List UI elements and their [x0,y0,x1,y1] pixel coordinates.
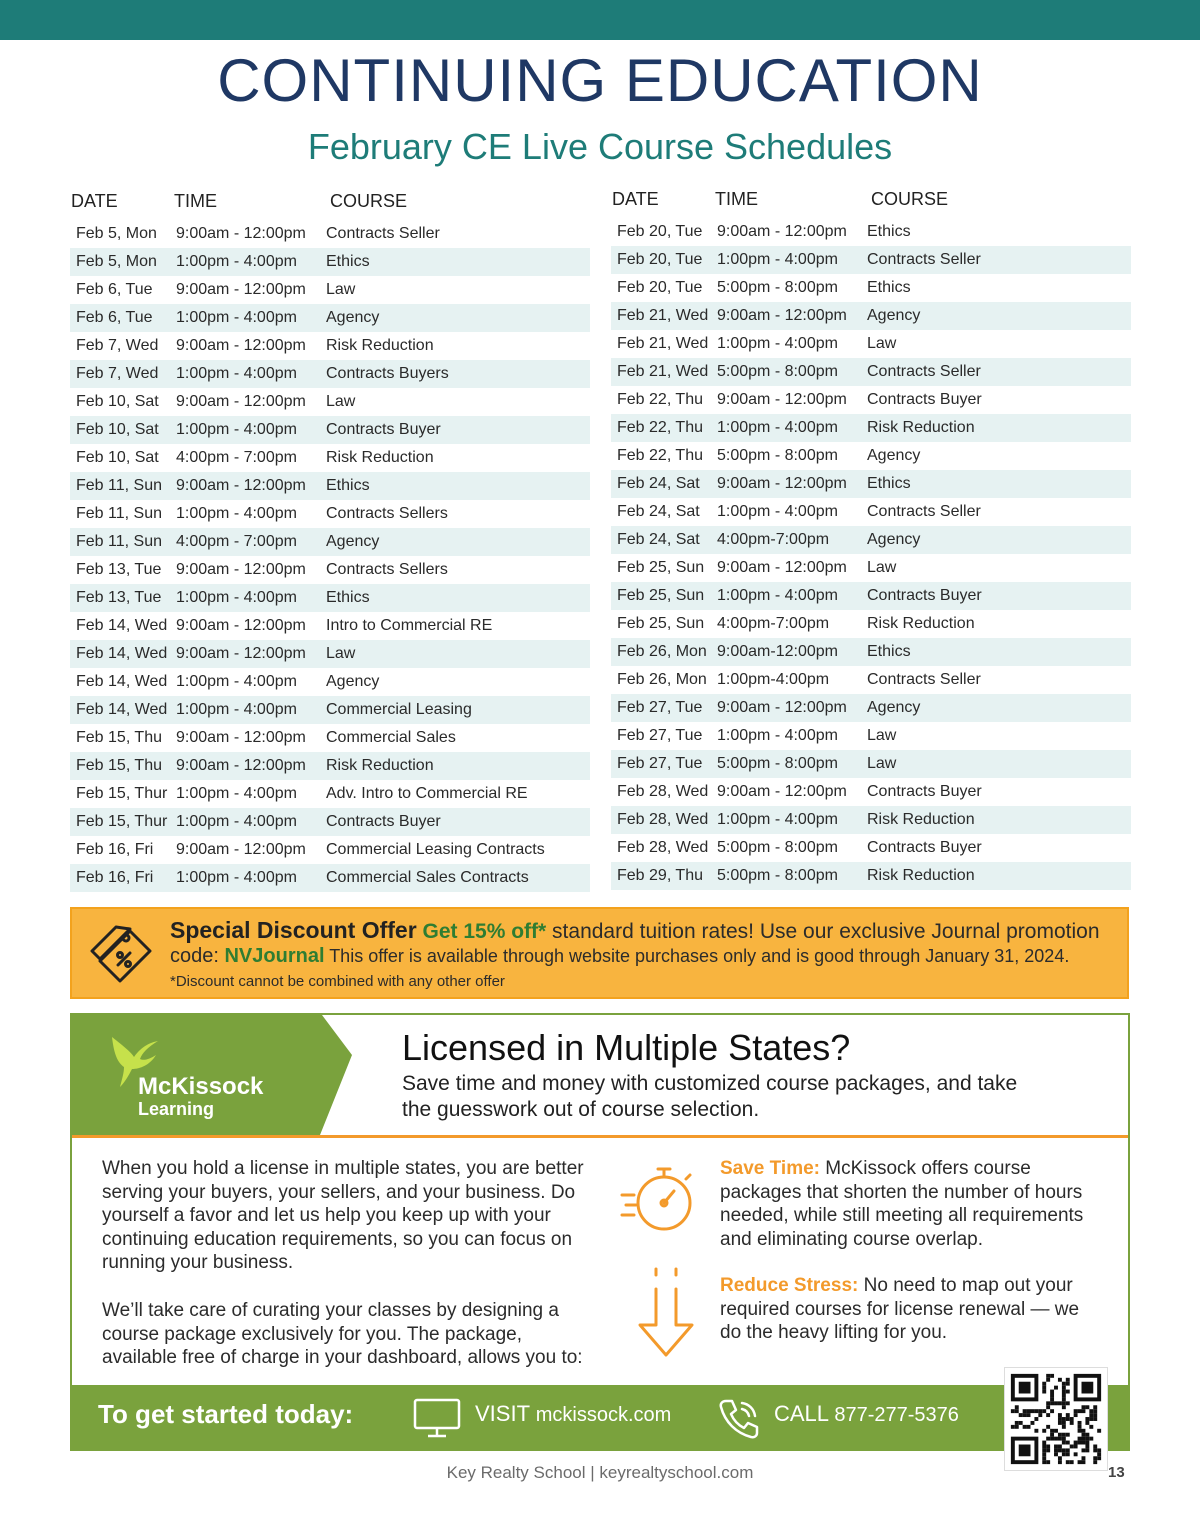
row-course: Risk Reduction [326,757,434,774]
row-date: Feb 11, Sun [76,505,162,522]
footer-credit: Key Realty School | keyrealtyschool.com [446,1463,754,1482]
row-date: Feb 22, Thu [617,391,703,408]
row-time: 1:00pm - 4:00pm [176,673,297,690]
row-course: Commercial Sales [326,729,456,746]
table-row [611,610,1131,638]
table-row [70,640,590,668]
row-date: Feb 25, Sun [617,559,705,576]
row-course: Contracts Seller [326,225,440,242]
row-date: Feb 14, Wed [76,701,168,718]
row-time: 1:00pm - 4:00pm [717,503,838,520]
row-date: Feb 28, Wed [617,783,709,800]
row-time: 5:00pm - 8:00pm [717,447,838,464]
row-course: Commercial Leasing [326,701,472,718]
monitor-icon [412,1397,462,1439]
discount-disclaimer: *Discount cannot be combined with any other offer [170,973,505,990]
page-title: CONTINUING EDUCATION [217,47,983,114]
table-row [70,332,590,360]
row-course: Agency [326,533,380,550]
date-column-header: DATE [71,190,118,211]
row-time: 9:00am - 12:00pm [176,645,306,662]
row-course: Agency [326,673,380,690]
table-row [611,358,1131,386]
row-time: 5:00pm - 8:00pm [717,839,838,856]
row-time: 1:00pm - 4:00pm [176,505,297,522]
table-row [70,836,590,864]
row-time: 9:00am - 12:00pm [717,223,847,240]
row-date: Feb 27, Tue [617,755,703,772]
table-row [70,472,590,500]
visit-label: VISIT [475,1401,530,1426]
row-time: 1:00pm - 4:00pm [176,869,297,886]
table-row [611,442,1131,470]
row-course: Commercial Leasing Contracts [326,841,545,858]
row-course: Commercial Sales Contracts [326,869,529,886]
qr-code[interactable] [1004,1367,1108,1471]
row-time: 1:00pm - 4:00pm [717,419,838,436]
row-time: 1:00pm - 4:00pm [176,421,297,438]
table-row [70,248,590,276]
table-row [70,388,590,416]
table-row [70,584,590,612]
table-row [611,386,1131,414]
row-course: Intro to Commercial RE [326,617,493,634]
row-course: Law [867,727,897,744]
row-date: Feb 6, Tue [76,281,153,298]
row-course: Ethics [326,589,370,606]
discount-line-1 [170,917,1100,944]
logo-wordmark: McKissock [138,1073,264,1100]
row-course: Ethics [867,643,911,660]
table-row [611,722,1131,750]
row-time: 5:00pm - 8:00pm [717,363,838,380]
row-course: Agency [867,447,921,464]
row-course: Law [326,393,356,410]
schedule-table-right [611,184,1131,890]
table-row [611,470,1131,498]
benefit-reduce-stress-lead: Reduce Stress: [720,1275,859,1296]
discount-line-2-text: This offer is available through website purchases only and is good through January 31, 2024. [324,946,1070,966]
row-time: 1:00pm - 4:00pm [176,253,297,270]
row-date: Feb 11, Sun [76,533,162,550]
row-date: Feb 16, Fri [76,841,154,858]
cta-text: To get started today: [98,1399,354,1429]
row-time: 4:00pm-7:00pm [717,531,830,548]
table-row [611,862,1131,890]
row-time: 9:00am - 12:00pm [717,559,847,576]
row-time: 4:00pm - 7:00pm [176,533,297,550]
table-row [611,778,1131,806]
discount-banner [70,907,1129,999]
row-time: 1:00pm - 4:00pm [176,701,297,718]
table-row [70,416,590,444]
table-row [611,246,1131,274]
table-row [70,528,590,556]
row-date: Feb 26, Mon [617,643,707,660]
row-time: 9:00am - 12:00pm [176,561,306,578]
row-course: Contracts Seller [867,503,981,520]
row-course: Ethics [867,223,911,240]
table-row [70,724,590,752]
row-time: 1:00pm - 4:00pm [176,309,297,326]
promo-title: Licensed in Multiple States? [402,1027,851,1068]
row-course: Contracts Seller [867,251,981,268]
row-date: Feb 28, Wed [617,839,709,856]
row-date: Feb 22, Thu [617,447,703,464]
row-date: Feb 27, Tue [617,727,703,744]
discount-line-2 [170,945,1069,968]
table-row [611,554,1131,582]
row-course: Contracts Sellers [326,505,448,522]
promo-footer-bar [72,1385,1128,1449]
row-date: Feb 15, Thu [76,757,162,774]
course-column-header: COURSE [330,190,408,211]
row-date: Feb 14, Wed [76,617,168,634]
top-color-bar [0,0,1200,40]
row-time: 1:00pm-4:00pm [717,671,830,688]
row-date: Feb 15, Thur [76,813,168,830]
table-row [611,638,1131,666]
table-row [611,834,1131,862]
row-course: Risk Reduction [867,867,975,884]
time-column-header: TIME [174,190,217,211]
row-time: 9:00am - 12:00pm [717,475,847,492]
row-time: 9:00am - 12:00pm [176,393,306,410]
row-time: 4:00pm-7:00pm [717,615,830,632]
row-time: 9:00am - 12:00pm [176,225,306,242]
row-date: Feb 25, Sun [617,587,705,604]
date-column-header: DATE [612,188,659,209]
row-date: Feb 22, Thu [617,419,703,436]
row-date: Feb 24, Sat [617,503,700,520]
row-time: 1:00pm - 4:00pm [176,813,297,830]
table-rows [70,220,590,892]
row-time: 1:00pm - 4:00pm [717,251,838,268]
table-row [70,752,590,780]
row-course: Ethics [867,475,911,492]
divider [72,1135,1128,1138]
row-time: 9:00am - 12:00pm [717,783,847,800]
row-date: Feb 10, Sat [76,393,159,410]
row-course: Ethics [326,253,370,270]
table-row [70,668,590,696]
logo-wordmark-sub: Learning [138,1099,215,1119]
row-course: Law [867,755,897,772]
table-row [70,780,590,808]
row-date: Feb 16, Fri [76,869,154,886]
table-row [70,444,590,472]
row-course: Risk Reduction [867,811,975,828]
promo-code: NVJournal [224,945,325,967]
row-course: Risk Reduction [326,449,434,466]
row-time: 9:00am - 12:00pm [176,757,306,774]
table-row [611,498,1131,526]
row-time: 9:00am-12:00pm [717,643,838,660]
table-row [611,274,1131,302]
row-date: Feb 20, Tue [617,251,703,268]
table-row [70,220,590,248]
row-course: Law [326,281,356,298]
table-row [611,414,1131,442]
row-time: 5:00pm - 8:00pm [717,867,838,884]
row-date: Feb 26, Mon [617,671,707,688]
row-course: Agency [326,309,380,326]
row-time: 5:00pm - 8:00pm [717,279,838,296]
benefit-save-time-lead: Save Time: [720,1158,820,1179]
row-date: Feb 15, Thur [76,785,168,802]
row-course: Risk Reduction [326,337,434,354]
table-row [611,330,1131,358]
schedule-table-left [70,186,590,892]
row-date: Feb 21, Wed [617,307,709,324]
row-date: Feb 10, Sat [76,421,159,438]
row-course: Contracts Buyer [867,391,982,408]
row-time: 1:00pm - 4:00pm [717,727,838,744]
row-course: Contracts Sellers [326,561,448,578]
row-date: Feb 5, Mon [76,225,157,242]
table-row [70,360,590,388]
row-date: Feb 20, Tue [617,279,703,296]
row-course: Law [867,559,897,576]
row-course: Contracts Buyer [867,783,982,800]
row-time: 9:00am - 12:00pm [717,391,847,408]
table-rows [611,218,1131,890]
row-date: Feb 7, Wed [76,337,159,354]
row-time: 1:00pm - 4:00pm [717,587,838,604]
row-course: Risk Reduction [867,419,975,436]
row-time: 1:00pm - 4:00pm [717,335,838,352]
row-time: 9:00am - 12:00pm [176,729,306,746]
row-time: 1:00pm - 4:00pm [176,785,297,802]
benefit-reduce-stress [720,1274,1100,1345]
row-course: Ethics [326,477,370,494]
row-time: 1:00pm - 4:00pm [176,365,297,382]
row-time: 9:00am - 12:00pm [176,477,306,494]
time-column-header: TIME [715,188,758,209]
row-course: Agency [867,531,921,548]
call-link[interactable] [774,1401,959,1427]
table-row [70,304,590,332]
table-row [70,696,590,724]
row-date: Feb 25, Sun [617,615,705,632]
row-date: Feb 11, Sun [76,477,162,494]
discount-line-1-text: standard tuition rates! Use our exclusive Journal promotion [546,920,1100,943]
row-course: Contracts Buyer [326,421,441,438]
row-course: Contracts Buyer [867,587,982,604]
promo-paragraph-2: We’ll take care of curating your classes by designing a course package exclusively for you. The package, available free of charge in your dashboard, allows you to: [102,1300,583,1368]
row-time: 9:00am - 12:00pm [176,337,306,354]
row-date: Feb 20, Tue [617,223,703,240]
row-course: Risk Reduction [867,615,975,632]
down-arrow-icon [634,1267,698,1359]
page-number: 13 [1108,1464,1125,1481]
page-subtitle: February CE Live Course Schedules [307,126,893,167]
benefit-save-time-text: McKissock offers course packages that shorten the number of hours needed, while still meeting all requirements and eliminating course overlap. [720,1158,1084,1250]
row-date: Feb 21, Wed [617,363,709,380]
row-time: 1:00pm - 4:00pm [717,811,838,828]
row-date: Feb 14, Wed [76,673,168,690]
row-time: 9:00am - 12:00pm [176,841,306,858]
table-row [70,612,590,640]
row-time: 9:00am - 12:00pm [717,307,847,324]
row-date: Feb 27, Tue [617,699,703,716]
call-number[interactable]: 877-277-5376 [834,1404,959,1426]
row-course: Contracts Buyer [326,813,441,830]
table-row [611,666,1131,694]
promo-subtitle: Save time and money with customized course packages, and take the guesswork out of course selection. [402,1072,1018,1121]
table-row [70,276,590,304]
table-row [611,302,1131,330]
call-label: CALL [774,1401,829,1426]
table-row [611,806,1131,834]
row-course: Agency [867,699,921,716]
row-course: Adv. Intro to Commercial RE [326,785,528,802]
stopwatch-icon [618,1159,698,1239]
table-row [70,500,590,528]
row-time: 9:00am - 12:00pm [717,699,847,716]
discount-tag-icon [86,921,156,991]
row-time: 5:00pm - 8:00pm [717,755,838,772]
row-time: 9:00am - 12:00pm [176,617,306,634]
row-course: Contracts Buyers [326,365,449,382]
table-header [611,184,1131,214]
row-date: Feb 14, Wed [76,645,168,662]
row-date: Feb 24, Sat [617,531,700,548]
mckissock-promo [70,1013,1130,1451]
table-row [611,218,1131,246]
row-date: Feb 28, Wed [617,811,709,828]
table-row [70,808,590,836]
promo-header [72,1015,1128,1135]
table-row [611,582,1131,610]
row-date: Feb 15, Thu [76,729,162,746]
discount-highlight: Get 15% off* [422,920,547,943]
visit-link[interactable] [475,1401,671,1427]
row-date: Feb 5, Mon [76,253,157,270]
row-date: Feb 29, Thu [617,867,703,884]
row-time: 9:00am - 12:00pm [176,281,306,298]
row-time: 4:00pm - 7:00pm [176,449,297,466]
table-row [70,556,590,584]
phone-icon [716,1395,762,1441]
table-row [611,694,1131,722]
row-date: Feb 13, Tue [76,589,162,606]
course-column-header: COURSE [871,188,949,209]
row-course: Contracts Seller [867,363,981,380]
row-date: Feb 21, Wed [617,335,709,352]
table-header [70,186,590,216]
table-row [611,526,1131,554]
benefit-reduce-stress-text: No need to map out your required courses for license renewal — we do the heavy lifting for you. [720,1275,1080,1343]
benefit-save-time [720,1157,1112,1251]
row-course: Contracts Seller [867,671,981,688]
row-date: Feb 7, Wed [76,365,159,382]
row-course: Agency [867,307,921,324]
row-date: Feb 24, Sat [617,475,700,492]
row-course: Law [867,335,897,352]
row-course: Law [326,645,356,662]
discount-heading: Special Discount Offer [170,917,417,943]
row-date: Feb 6, Tue [76,309,153,326]
row-date: Feb 13, Tue [76,561,162,578]
row-course: Contracts Buyer [867,839,982,856]
row-time: 1:00pm - 4:00pm [176,589,297,606]
table-row [70,864,590,892]
promo-paragraph-1: When you hold a license in multiple states, you are better serving your buyers, your sellers, and your business. Do yourself a favor and let us help you keep up with your continuing education requirements, so you can focus on running your business. [102,1158,584,1273]
promo-code-label: code: [170,945,225,967]
visit-url[interactable]: mckissock.com [535,1404,672,1426]
table-row [611,750,1131,778]
row-date: Feb 10, Sat [76,449,159,466]
row-course: Ethics [867,279,911,296]
